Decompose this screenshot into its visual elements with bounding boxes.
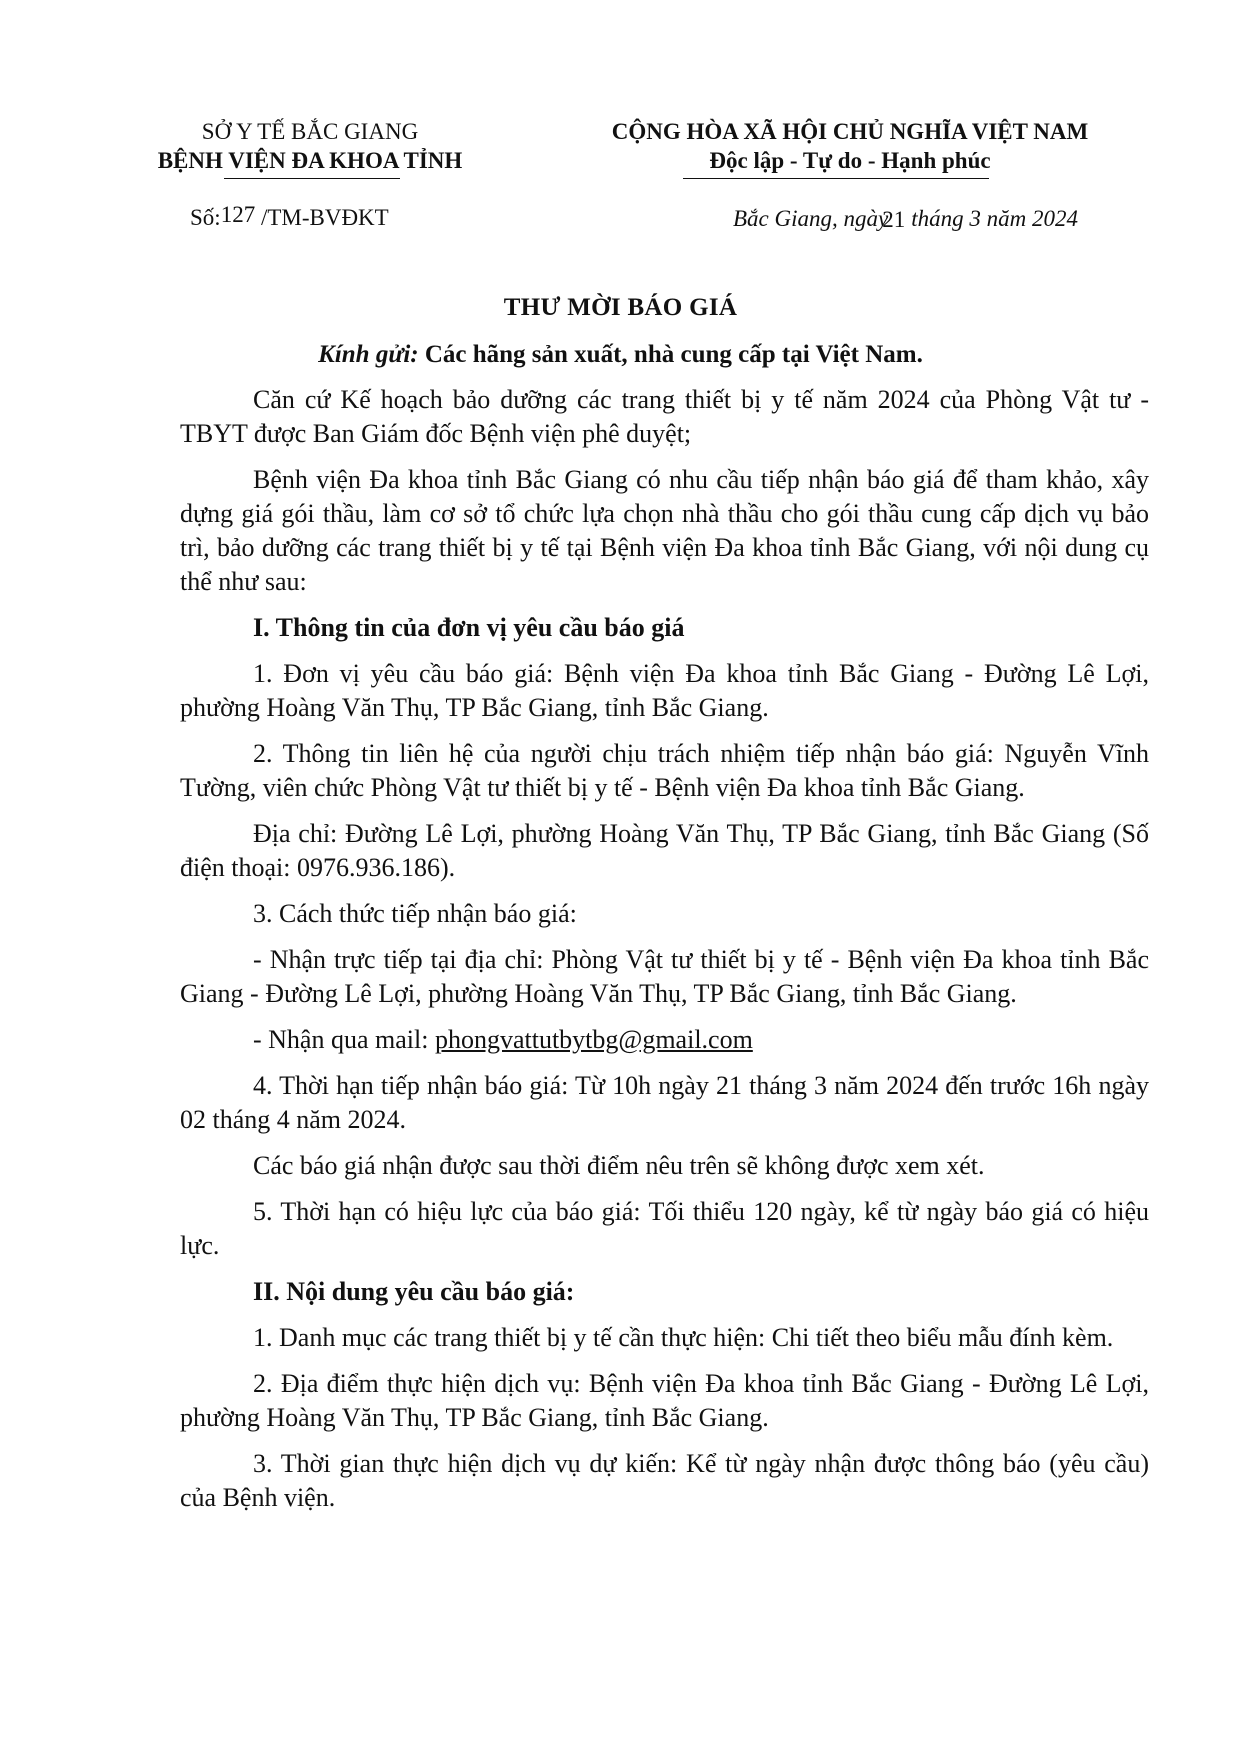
item-address: Địa chỉ: Đường Lê Lợi, phường Hoàng Văn Thụ, TP Bắc Giang, tỉnh Bắc Giang (Số điện thoại: 0976.936.186). (180, 819, 1149, 882)
email-link[interactable]: phongvattutbytbg@gmail.com (434, 1025, 753, 1054)
document-number (190, 202, 389, 231)
paragraph-basis: Căn cứ Kế hoạch bảo dưỡng các trang thiết bị y tế năm 2024 của Phòng Vật tư - TBYT được Ban Giám đốc Bệnh viện phê duyệt; (180, 385, 1149, 448)
national-motto-block (540, 117, 1160, 175)
item-deadline-note: Các báo giá nhận được sau thời điểm nêu trên sẽ không được xem xét. (253, 1151, 985, 1180)
section-heading-1: I. Thông tin của đơn vị yêu cầu báo giá (253, 613, 685, 642)
document-number-suffix: /TM-BVĐKT (260, 205, 389, 230)
place-date-day: 21 (882, 207, 906, 232)
place-date (733, 206, 1078, 232)
item-receiving-method: 3. Cách thức tiếp nhận báo giá: (253, 899, 577, 928)
national-motto: Độc lập - Tự do - Hạnh phúc (709, 148, 991, 173)
document-title: THƯ MỜI BÁO GIÁ (503, 294, 738, 321)
mail-label: - Nhận qua mail: (253, 1025, 435, 1054)
issuer-hospital: BỆNH VIỆN ĐA KHOA TỈNH (157, 148, 463, 173)
motto-underline (683, 178, 989, 179)
item-service-location: 2. Địa điểm thực hiện dịch vụ: Bệnh viện Đa khoa tỉnh Bắc Giang - Đường Lê Lợi, phường Hoàng Văn Thụ, TP Bắc Giang, tỉnh Bắc Giang. (180, 1369, 1149, 1432)
country-name: CỘNG HÒA XÃ HỘI CHỦ NGHĨA VIỆT NAM (611, 119, 1089, 144)
paragraph-purpose: Bệnh viện Đa khoa tỉnh Bắc Giang có nhu cầu tiếp nhận báo giá để tham khảo, xây dựng giá gói thầu, làm cơ sở tổ chức lựa chọn nhà thầu cho gói thầu cung cấp dịch vụ bảo trì, bảo dưỡng các trang thiết bị y tế tại Bệnh viện Đa khoa tỉnh Bắc Giang, với nội dung cụ thể như sau: (180, 465, 1149, 596)
item-receiving-mail (180, 1023, 1149, 1057)
item-service-time: 3. Thời gian thực hiện dịch vụ dự kiến: Kể từ ngày nhận được thông báo (yêu cầu) của Bệnh viện. (180, 1449, 1149, 1512)
item-validity: 5. Thời hạn có hiệu lực của báo giá: Tối thiểu 120 ngày, kể từ ngày báo giá có hiệu lực. (180, 1197, 1149, 1260)
item-receiving-direct: - Nhận trực tiếp tại địa chỉ: Phòng Vật tư thiết bị y tế - Bệnh viện Đa khoa tỉnh Bắc Giang - Đường Lê Lợi, phường Hoàng Văn Thụ, TP Bắc Giang, tỉnh Bắc Giang. (180, 945, 1149, 1008)
section-heading-2: II. Nội dung yêu cầu báo giá: (253, 1277, 575, 1306)
place-date-after: tháng 3 năm 2024 (911, 206, 1078, 231)
item-deadline: 4. Thời hạn tiếp nhận báo giá: Từ 10h ngày 21 tháng 3 năm 2024 đến trước 16h ngày 02 tháng 4 năm 2024. (180, 1071, 1149, 1134)
document-number-prefix: Số: (190, 205, 221, 230)
issuer-department: SỞ Y TẾ BẮC GIANG (201, 119, 419, 144)
issuer-block (140, 117, 480, 175)
item-requesting-unit: 1. Đơn vị yêu cầu báo giá: Bệnh viện Đa khoa tỉnh Bắc Giang - Đường Lê Lợi, phường Hoàng Văn Thụ, TP Bắc Giang, tỉnh Bắc Giang. (180, 659, 1149, 722)
item-contact-person: 2. Thông tin liên hệ của người chịu trách nhiệm tiếp nhận báo giá: Nguyễn Vĩnh Tường, viên chức Phòng Vật tư thiết bị y tế - Bệnh viện Đa khoa tỉnh Bắc Giang. (180, 739, 1149, 802)
issuer-underline (224, 178, 400, 179)
recipient-line (0, 341, 1241, 369)
recipient-label: Kính gửi: (318, 341, 419, 368)
recipient-text: Các hãng sản xuất, nhà cung cấp tại Việt Nam. (424, 341, 923, 368)
item-equipment-list: 1. Danh mục các trang thiết bị y tế cần thực hiện: Chi tiết theo biểu mẫu đính kèm. (253, 1323, 1114, 1352)
document-number-value: 127 (220, 202, 256, 227)
document-body (180, 383, 1149, 1527)
place-date-before: Bắc Giang, ngày (733, 206, 889, 231)
